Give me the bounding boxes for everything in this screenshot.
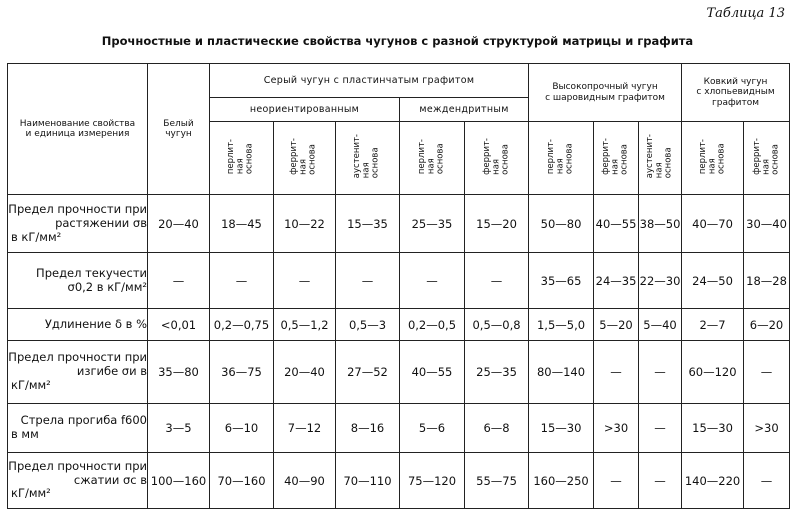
property-name: [8, 453, 148, 509]
value-cell: 24—35: [594, 253, 639, 309]
property-name: [8, 195, 148, 253]
value-cell: 25—35: [400, 195, 465, 253]
value-cell: 55—75: [465, 453, 529, 509]
sub-column-header: феррит- ная основа: [744, 122, 790, 195]
property-label: Стрела прогиба f600: [20, 413, 147, 428]
value-cell: 38—50: [639, 195, 682, 253]
value-cell: <0,01: [148, 309, 210, 341]
page-title: Прочностные и пластические свойства чугунов с разной структурой матрицы и графита: [101, 34, 694, 48]
value-cell: —: [400, 253, 465, 309]
value-cell: 40—70: [682, 195, 744, 253]
property-name: [8, 309, 148, 341]
value-cell: 70—160: [210, 453, 274, 509]
nonoriented-graphite-header: неориентированным: [210, 98, 400, 122]
value-cell: —: [594, 341, 639, 403]
value-cell: 75—120: [400, 453, 465, 509]
sub-column-header: перлит- ная основа: [210, 122, 274, 195]
value-cell: >30: [594, 403, 639, 452]
value-cell: 70—110: [336, 453, 400, 509]
value-cell: 40—90: [274, 453, 336, 509]
value-cell: 27—52: [336, 341, 400, 403]
table-row: [8, 309, 790, 341]
property-unit: в кГ/мм²: [11, 229, 62, 244]
sub-column-header: аустенит- ная основа: [336, 122, 400, 195]
value-cell: 1,5—5,0: [529, 309, 594, 341]
table-row: [8, 403, 790, 452]
property-unit: кГ/мм²: [11, 377, 51, 392]
ductile-iron-header: Высокопрочный чугун с шаровидным графитом: [529, 64, 682, 122]
property-name: [8, 253, 148, 309]
value-cell: 0,2—0,5: [400, 309, 465, 341]
value-cell: 35—65: [529, 253, 594, 309]
property-label: Предел прочности при растяжении σв: [8, 201, 147, 230]
value-cell: 60—120: [682, 341, 744, 403]
value-cell: 15—35: [336, 195, 400, 253]
sub-column-header: перлит- ная основа: [400, 122, 465, 195]
value-cell: 0,5—1,2: [274, 309, 336, 341]
value-cell: —: [639, 453, 682, 509]
sub-column-header: перлит- ная основа: [529, 122, 594, 195]
property-name: [8, 403, 148, 452]
value-cell: 35—80: [148, 341, 210, 403]
value-cell: 50—80: [529, 195, 594, 253]
property-column-header: Наименование свойства и единица измерения: [8, 64, 148, 195]
value-cell: 18—28: [744, 253, 790, 309]
value-cell: 40—55: [400, 341, 465, 403]
value-cell: 15—20: [465, 195, 529, 253]
value-cell: 22—30: [639, 253, 682, 309]
value-cell: —: [744, 453, 790, 509]
value-cell: 0,2—0,75: [210, 309, 274, 341]
value-cell: 100—160: [148, 453, 210, 509]
table-number: Таблица 13: [706, 6, 785, 21]
value-cell: —: [336, 253, 400, 309]
property-unit: кГ/мм²: [11, 486, 51, 501]
sub-column-header: перлит- ная основа: [682, 122, 744, 195]
value-cell: 10—22: [274, 195, 336, 253]
interdendritic-graphite-header: междендритным: [400, 98, 529, 122]
property-label: Предел прочности при сжатии σс в: [8, 458, 147, 487]
property-name: [8, 341, 148, 403]
white-iron-header: Белый чугун: [148, 64, 210, 195]
table-row: [8, 341, 790, 403]
value-cell: 0,5—3: [336, 309, 400, 341]
value-cell: 30—40: [744, 195, 790, 253]
value-cell: 20—40: [148, 195, 210, 253]
sub-column-header: аустенит- ная основа: [639, 122, 682, 195]
value-cell: —: [744, 341, 790, 403]
value-cell: 6—20: [744, 309, 790, 341]
value-cell: —: [465, 253, 529, 309]
value-cell: —: [274, 253, 336, 309]
value-cell: —: [639, 341, 682, 403]
value-cell: 140—220: [682, 453, 744, 509]
value-cell: 15—30: [529, 403, 594, 452]
table-row: [8, 195, 790, 253]
property-unit: в мм: [11, 426, 39, 441]
value-cell: 2—7: [682, 309, 744, 341]
value-cell: —: [210, 253, 274, 309]
value-cell: 18—45: [210, 195, 274, 253]
value-cell: —: [148, 253, 210, 309]
properties-table: [7, 63, 790, 509]
value-cell: 36—75: [210, 341, 274, 403]
sub-column-header: феррит- ная основа: [274, 122, 336, 195]
value-cell: 7—12: [274, 403, 336, 452]
table-row: [8, 253, 790, 309]
value-cell: 40—55: [594, 195, 639, 253]
gray-iron-header: Серый чугун с пластинчатым графитом: [210, 64, 529, 98]
malleable-iron-header: Ковкий чугун с хлопьевидным графитом: [682, 64, 790, 122]
value-cell: 15—30: [682, 403, 744, 452]
value-cell: 160—250: [529, 453, 594, 509]
sub-column-header: феррит- ная основа: [594, 122, 639, 195]
value-cell: >30: [744, 403, 790, 452]
value-cell: —: [594, 453, 639, 509]
value-cell: 80—140: [529, 341, 594, 403]
property-label: Предел текучести σ0,2 в кГ/мм²: [36, 265, 147, 294]
property-label: Удлинение δ в %: [44, 316, 147, 331]
value-cell: 0,5—0,8: [465, 309, 529, 341]
value-cell: 5—20: [594, 309, 639, 341]
property-label: Предел прочности при изгибе σи в: [8, 350, 147, 379]
value-cell: 24—50: [682, 253, 744, 309]
value-cell: 5—6: [400, 403, 465, 452]
value-cell: 6—10: [210, 403, 274, 452]
value-cell: 5—40: [639, 309, 682, 341]
sub-column-header: феррит- ная основа: [465, 122, 529, 195]
value-cell: 8—16: [336, 403, 400, 452]
value-cell: 6—8: [465, 403, 529, 452]
value-cell: 3—5: [148, 403, 210, 452]
value-cell: 20—40: [274, 341, 336, 403]
table-row: [8, 453, 790, 509]
value-cell: —: [639, 403, 682, 452]
value-cell: 25—35: [465, 341, 529, 403]
